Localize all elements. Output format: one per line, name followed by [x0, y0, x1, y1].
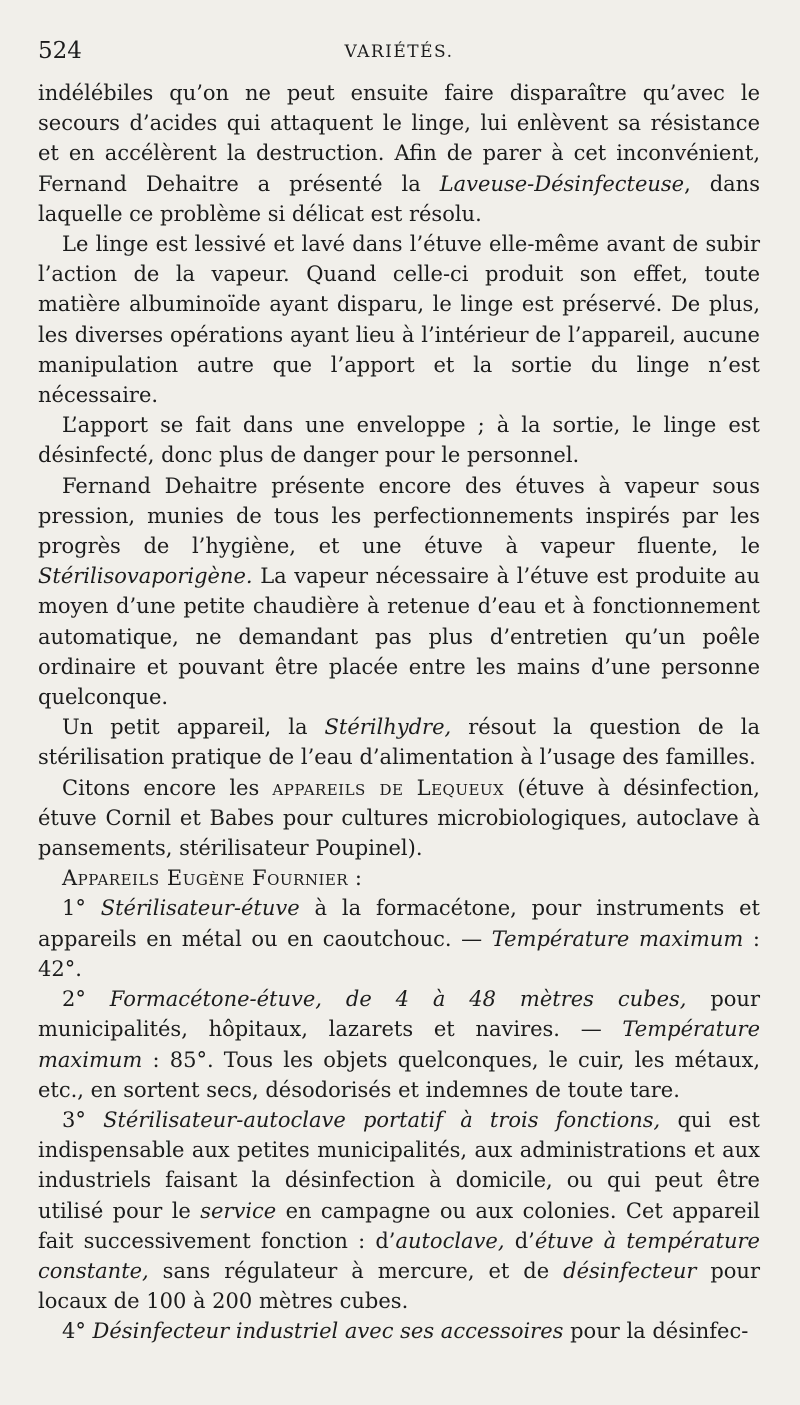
manufacturer-name: Lequeux [416, 775, 505, 800]
device-name: Formacétone-étuve, de 4 à 48 mètres cubes, [109, 987, 687, 1012]
paragraph-text: qui est indispensable aux petites municipalités, aux administrations et aux industriels faisant la désinfection à domicile, ou qui peut être utilisé pour le [38, 1107, 760, 1223]
paragraph-3 [38, 410, 760, 470]
paragraph-5 [38, 712, 760, 772]
paragraph-text: Citons encore les [62, 775, 273, 800]
list-number: 3° [62, 1107, 104, 1132]
italic-text: Température maximum [38, 1017, 760, 1072]
italic-text: Température maximum [491, 926, 744, 951]
section-heading: Appareils Eugène Fournier [62, 866, 349, 891]
device-name: Laveuse-Désinfecteuse [439, 171, 685, 196]
page-number: 524 [38, 38, 82, 64]
paragraph-text: pour la désinfec- [563, 1319, 749, 1344]
italic-text: autoclave, [395, 1228, 505, 1253]
paragraph-8 [38, 893, 760, 984]
paragraph-4 [38, 471, 760, 713]
list-number: 1° [62, 896, 101, 921]
paragraph-text: : 42°. [38, 926, 760, 981]
list-number: 2° [62, 987, 110, 1012]
small-caps-text: appareils de [272, 775, 404, 800]
paragraph-text: Fernand Dehaitre présente encore des étuves à vapeur sous pression, munies de tous les perfectionnements inspirés par les progrès de l’hygiène, et une étuve à vapeur fluente, le [38, 473, 760, 559]
paragraph-text: L’apport se fait dans une enveloppe ; à la sortie, le linge est désinfecté, donc plus de danger pour le personnel. [38, 413, 760, 468]
paragraph-text: indélébiles qu’on ne peut ensuite faire disparaître qu’avec le secours d’acides qui attaquent le linge, lui enlèvent sa résistance et en accélèrent la destruction. Afin de parer à cet inconvénient, Fernand Dehaitre a présenté la [38, 81, 760, 196]
paragraph-text: Un petit appareil, la [62, 715, 325, 740]
paragraph-9 [38, 984, 760, 1105]
device-name: Stérilhydre, [324, 715, 452, 740]
device-name: Stérilisateur-autoclave portatif à trois fonctions, [103, 1107, 661, 1132]
paragraph-text: pour locaux de 100 à 200 mètres cubes. [38, 1258, 761, 1314]
paragraph-text: à la formacétone, pour instruments et appareils en métal ou en caoutchouc. — [38, 896, 760, 951]
paragraph-text: sans régulateur à mercure, et de [148, 1258, 564, 1283]
list-number: 4° [62, 1319, 93, 1344]
paragraph-11 [38, 1316, 760, 1346]
running-title: VARIÉTÉS. [344, 42, 454, 62]
paragraph-1 [38, 78, 760, 229]
italic-text: service [200, 1198, 277, 1223]
paragraph-text: d’ [504, 1228, 535, 1253]
paragraph-text: pour municipalités, hôpitaux, lazarets et navires. — [38, 987, 760, 1042]
italic-text: désinfecteur [563, 1258, 697, 1283]
device-name: Stérilisovaporigène. [38, 564, 253, 589]
paragraph-2 [38, 229, 760, 410]
paragraph-text: (étuve à désinfection, étuve Cornil et Babes pour cultures microbiologiques, autoclave à pansements, stérilisateur Poupinel). [38, 775, 760, 861]
italic-text: étuve à température constante, [38, 1228, 760, 1283]
paragraph-text: : 85°. Tous les objets quelconques, le cuir, les métaux, etc., en sortent secs, désodorisés et indemnes de toute tare. [38, 1047, 760, 1102]
device-name: Stérilisateur-étuve [100, 896, 300, 921]
paragraph-text: La vapeur nécessaire à l’étuve est produite au moyen d’une petite chaudière à retenue d’eau et à fonctionnement automatique, ne demandant pas plus d’entretien qu’un poêle ordinaire et pouvant être placée entre les mains d’une personne quelconque. [38, 564, 760, 710]
paragraph-10 [38, 1105, 760, 1316]
body-text [38, 78, 760, 1347]
paragraph-text: , dans laquelle ce problème si délicat est résolu. [38, 171, 760, 226]
paragraph-7 [38, 863, 760, 893]
paragraph-text: résout la question de la stérilisation pratique de l’eau d’alimentation à l’usage des familles. [38, 715, 760, 770]
device-name: Désinfecteur industriel avec ses accessoires [92, 1319, 564, 1344]
paragraph-text: en campagne ou aux colonies. Cet appareil fait successivement fonction : d’ [38, 1198, 761, 1253]
page-header [38, 34, 760, 78]
paragraph-text: : [348, 866, 362, 891]
paragraph-6 [38, 773, 760, 864]
paragraph-text: Le linge est lessivé et lavé dans l’étuve elle-même avant de subir l’action de la vapeur. Quand celle-ci produit son effet, toute matière albuminoïde ayant disparu, le linge est préservé. De plus, les diverses opérations ayant lieu à l’intérieur de l’appareil, aucune manipulation autre que l’apport et la sortie du linge n’est nécessaire. [38, 232, 760, 408]
